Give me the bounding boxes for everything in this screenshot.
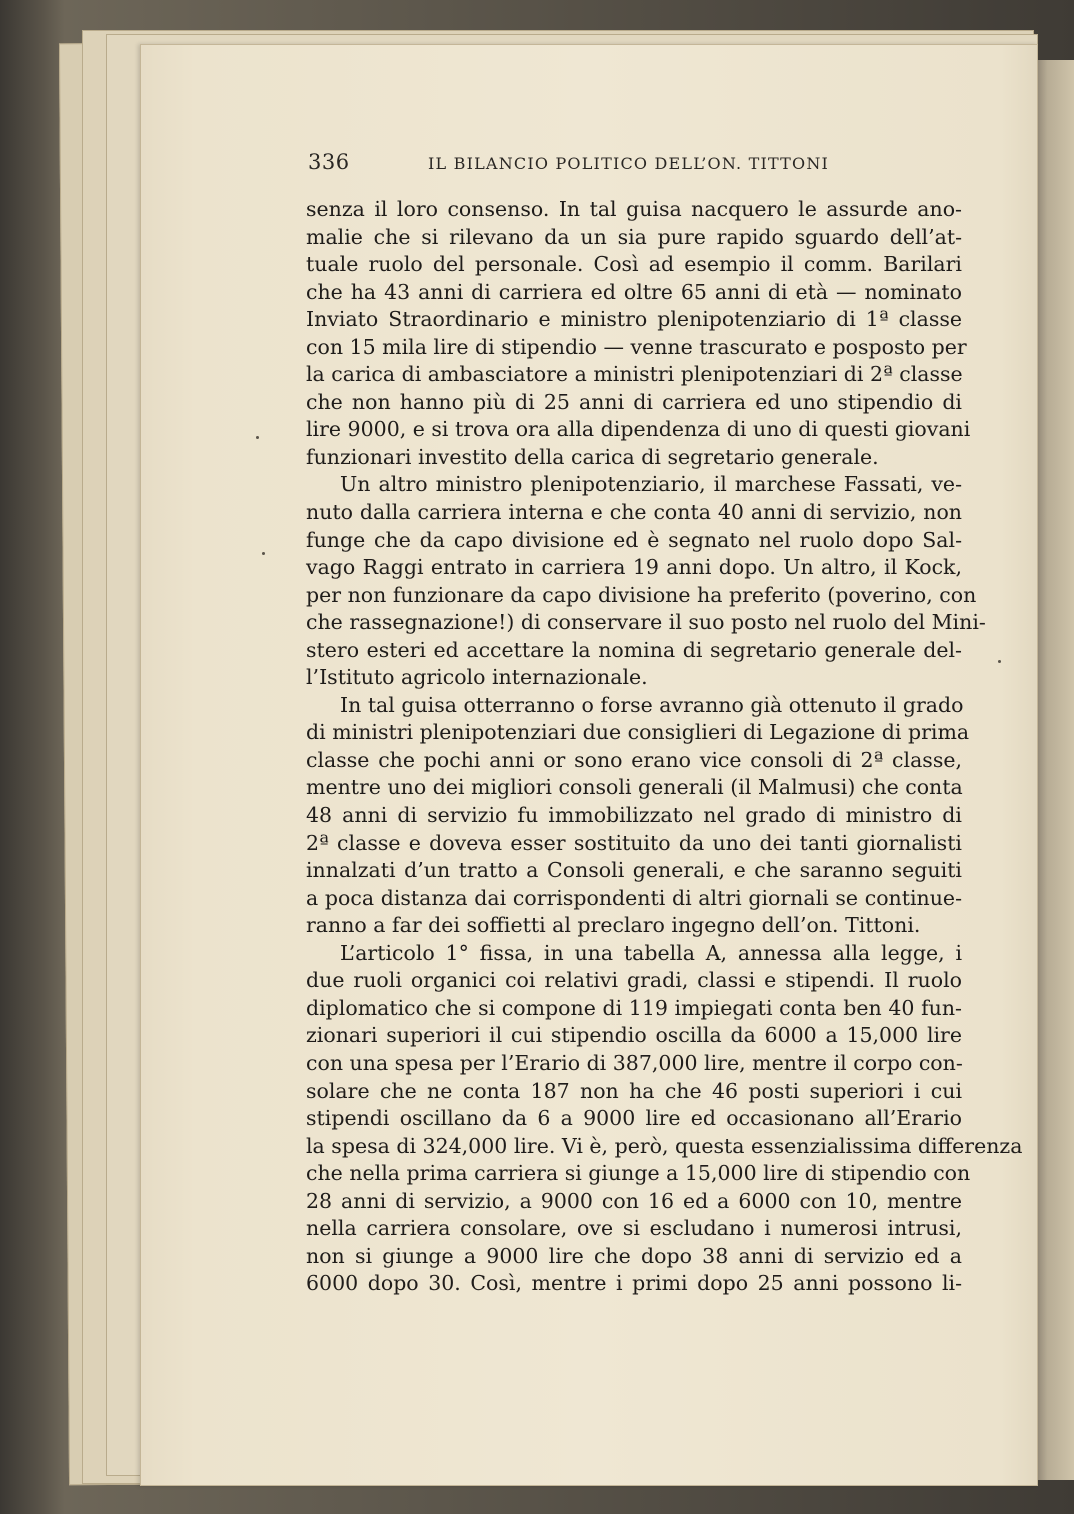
text-line: mentre uno dei migliori consoli generali (il Malmusi) che conta bbox=[306, 775, 963, 800]
paper-speck bbox=[256, 436, 259, 439]
text-line: con una spesa per l’Erario di 387,000 lire, mentre il corpo con- bbox=[306, 1050, 963, 1075]
text-line: nuto dalla carriera interna e che conta 40 anni di servizio, non bbox=[306, 500, 962, 525]
text-line: Un altro ministro plenipotenziario, il marchese Fassati, ve- bbox=[340, 472, 962, 497]
text-line: la carica di ambasciatore a ministri plenipotenziari di 2ª classe bbox=[306, 362, 963, 387]
text-line: 6000 dopo 30. Così, mentre i primi dopo 25 anni possono li- bbox=[306, 1271, 962, 1296]
text-line: innalzati d’un tratto a Consoli generali, e che saranno seguiti bbox=[306, 858, 962, 883]
text-line: L’articolo 1° fissa, in una tabella A, annessa alla legge, i bbox=[340, 940, 962, 965]
text-line: solare che ne conta 187 non ha che 46 posti superiori i cui bbox=[306, 1078, 962, 1103]
text-line: senza il loro consenso. In tal guisa nacquero le assurde ano- bbox=[306, 197, 962, 221]
text-line: nella carriera consolare, ove si escludano i numerosi intrusi, bbox=[306, 1216, 962, 1241]
paper-speck bbox=[998, 660, 1001, 663]
text-line: classe che pochi anni or sono erano vice consoli di 2ª classe, bbox=[306, 747, 962, 772]
text-line: stero esteri ed accettare la nomina di segretario generale del- bbox=[306, 637, 962, 662]
text-line: che non hanno più di 25 anni di carriera ed uno stipendio di bbox=[306, 389, 962, 414]
text-line: non si giunge a 9000 lire che dopo 38 anni di servizio ed a bbox=[306, 1243, 962, 1268]
text-line: per non funzionare da capo divisione ha preferito (poverino, con bbox=[306, 582, 977, 607]
text-line: lire 9000, e si trova ora alla dipendenza di uno di questi giovani bbox=[306, 417, 971, 442]
text-line: 2ª classe e doveva esser sostituito da uno dei tanti giornalisti bbox=[306, 830, 962, 855]
text-line: la spesa di 324,000 lire. Vi è, però, questa essenzialissima differenza bbox=[306, 1133, 1023, 1158]
text-line: che nella prima carriera si giunge a 15,000 lire di stipendio con bbox=[306, 1161, 971, 1186]
page-number: 336 bbox=[308, 150, 350, 174]
body-text bbox=[306, 196, 1023, 1298]
text-line: due ruoli organici coi relativi gradi, classi e stipendi. Il ruolo bbox=[306, 968, 962, 993]
text-line: funzionari investito della carica di segretario generale. bbox=[306, 444, 879, 469]
text-line: malie che si rilevano da un sia pure rapido sguardo dell’at- bbox=[306, 224, 962, 249]
text-line: 28 anni di servizio, a 9000 con 16 ed a 6000 con 10, mentre bbox=[306, 1188, 962, 1213]
text-line: l’Istituto agricolo internazionale. bbox=[306, 665, 648, 690]
text-line: vago Raggi entrato in carriera 19 anni dopo. Un altro, il Kock, bbox=[306, 555, 962, 580]
text-line: che ha 43 anni di carriera ed oltre 65 anni di età — nominato bbox=[306, 279, 962, 304]
page-header bbox=[308, 150, 968, 182]
text-line: che rassegnazione!) di conservare il suo posto nel ruolo del Mini- bbox=[306, 610, 986, 635]
paper-speck bbox=[262, 552, 265, 555]
text-line: funge che da capo divisione ed è segnato nel ruolo dopo Sal- bbox=[306, 527, 962, 552]
text-line: con 15 mila lire di stipendio — venne trascurato e posposto per bbox=[306, 334, 967, 359]
text-line: di ministri plenipotenziari due consiglieri di Legazione di prima bbox=[306, 720, 970, 745]
text-line: a poca distanza dai corrispondenti di altri giornali se continue- bbox=[306, 885, 962, 910]
facing-page-edge bbox=[1036, 60, 1074, 1480]
text-line: 48 anni di servizio fu immobilizzato nel grado di ministro di bbox=[306, 803, 962, 828]
text-line: stipendi oscillano da 6 a 9000 lire ed occasionano all’Erario bbox=[306, 1106, 962, 1131]
text-line: tuale ruolo del personale. Così ad esempio il comm. Barilari bbox=[306, 252, 962, 277]
text-line: diplomatico che si compone di 119 impiegati conta ben 40 fun- bbox=[306, 995, 962, 1020]
running-head: IL BILANCIO POLITICO DELL’ON. TITTONI bbox=[428, 154, 830, 173]
text-line: In tal guisa otterranno o forse avranno già ottenuto il grado bbox=[340, 692, 964, 717]
text-line: Inviato Straordinario e ministro plenipotenziario di 1ª classe bbox=[306, 307, 962, 332]
text-line: ranno a far dei soffietti al preclaro ingegno dell’on. Tittoni. bbox=[306, 913, 921, 938]
text-line: zionari superiori il cui stipendio oscilla da 6000 a 15,000 lire bbox=[306, 1023, 962, 1048]
